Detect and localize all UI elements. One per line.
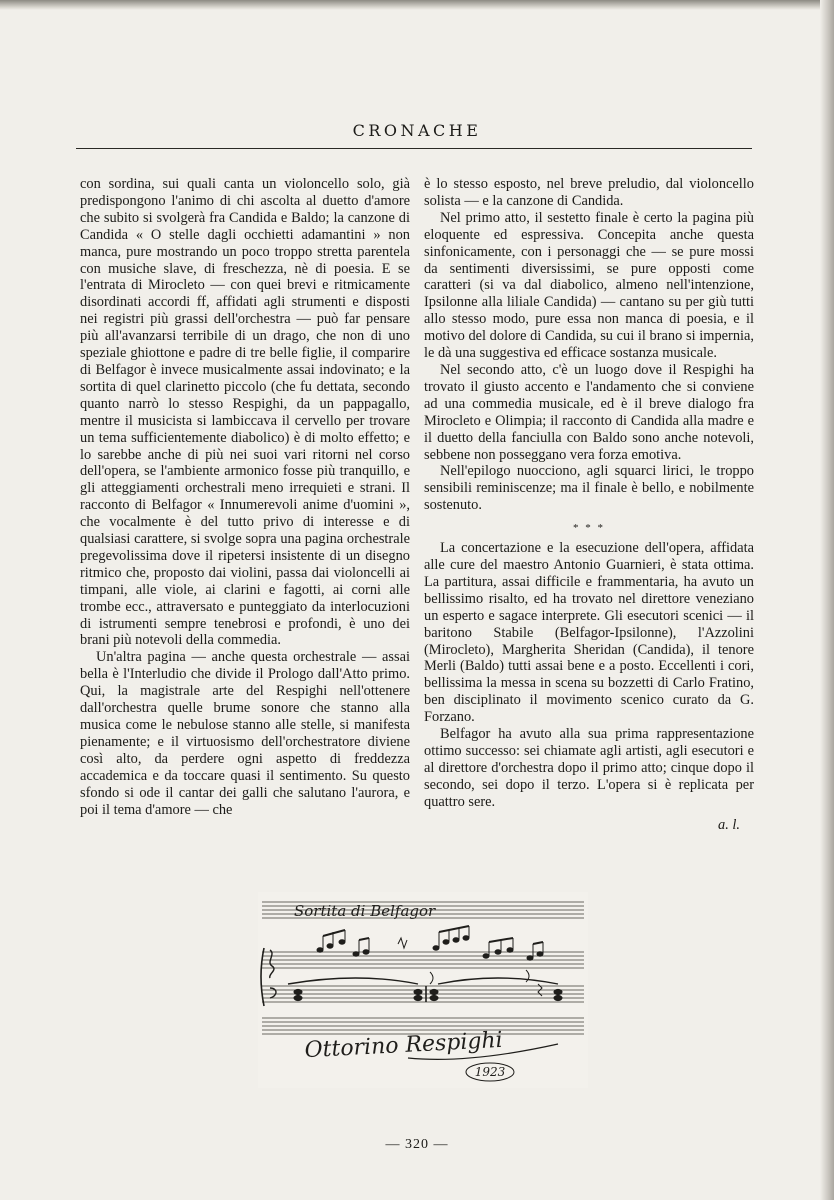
paragraph-right-6: Belfagor ha avuto alla sua prima rappresentazione ottimo successo: sei chiamate agli artisti, agli esecutori e al direttore d'orchestra dopo il primo atto; cinque dopo il secondo, sei dopo il terzo. L'opera si è replicata per quattro sere. xyxy=(424,726,754,810)
left-column xyxy=(80,176,410,818)
manuscript-heading: Sortita di Belfagor xyxy=(294,902,436,920)
paragraph-right-5: La concertazione e la esecuzione dell'opera, affidata alle cure del maestro Antonio Guarnieri, è stata ottima. La partitura, assai difficile e frammentaria, ha avuto un bellissimo risalto, ed ha trovato nel direttore veneziano un esperto e sagace interprete. Gli esecutori scenici — il baritono Stabile (Belfagor-Ipsilonne), l'Azzolini (Mirocleto), Margherita Sheridan (Candida), il tenore Merli (Baldo) tutti assai bene e a posto. Eccellenti i cori, bellissima la messa in scena su bozzetti di Carlo Fratino, ben disciplinato il movimento scenico curato da G. Forzano. xyxy=(424,540,754,726)
autograph-signature: Ottorino Respighi xyxy=(304,1027,504,1064)
page-number: — 320 — xyxy=(385,1137,449,1152)
page-top-edge xyxy=(0,0,834,10)
autograph-year: 1923 xyxy=(474,1065,506,1079)
paragraph-right-3: Nel secondo atto, c'è un luogo dove il Respighi ha trovato il giusto accento e l'andamento che si conviene ad una commedia musicale, ed è il breve dialogo fra Mirocleto e Olimpia; il racconto di Candida alla madre e il duetto della fanciulla con Baldo sono anche notevoli, sebbene non posseggano vera forza emotiva. xyxy=(424,361,754,463)
paragraph-right-4: Nell'epilogo nuocciono, agli squarci lirici, le troppo sensibili reminiscenze; ma il finale è bello, e nobilmente sostenuto. xyxy=(424,463,754,514)
section-break-asterisks: * * * xyxy=(573,522,605,535)
header-rule xyxy=(76,148,752,149)
page-right-edge xyxy=(820,0,834,1200)
paragraph-right-1: è lo stesso esposto, nel breve preludio, dal violoncello solista — e la canzone di Candida. xyxy=(424,176,754,209)
paragraph-left-1: con sordina, sui quali canta un violoncello solo, già predispongono l'animo di chi ascolta al duetto d'amore che subito si svolgerà fra Candida e Baldo; la canzone di Candida « O stelle dagli occhietti adamantini » non manca, pure mostrando un poco troppo stretta parentela con musiche slave, di freschezza, nè di poesia. E se l'entrata di Mirocleto — con quei brevi e ritmicamente disordinati accordi ff, affidati agli strumenti e disposti nei registri più grassi dell'orchestra — può far pensare più all'avanzarsi terribile di un drago, che non di uno speziale ghiottone e padre di tre belle figlie, il comparire di Belfagor è invece musicalmente assai indovinato; e la sortita di quel clarinetto piccolo (che fu dettata, secondo quanto narrò lo stesso Respighi, da un pappagallo, mentre il musicista si lambiccava il cervello per trovare un tema sufficientemente diabolico) è di molto effetto; e lo sarebbe anche di più nei suoi vari ritorni nel corso dell'opera, se l'ambiente armonico fosse più tranquillo, e gli atteggiamenti orchestrali meno irrequieti e strani. Il racconto di Belfagor « Innumerevoli anime d'uomini », che vocalmente è del tutto privo di interesse e di qualsiasi carattere, si svolge sopra una pagina orchestrale pregevolissima dove il ripetersi insistente di un disegno ritmico che, proposto dai violini, passa dai violoncelli ai timpani, alle viole, ai clarini e fagotti, ai corni alle trombe ecc., attraversato e punteggiato da interlocuzioni di istrumenti sempre tenebrosi e profondi, è uno dei brani più notevoli della commedia. xyxy=(80,176,410,649)
running-header: CRONACHE xyxy=(352,121,482,140)
manuscript-score-image xyxy=(258,892,588,1088)
author-initials: a. l. xyxy=(718,816,740,833)
right-column xyxy=(424,176,754,834)
paragraph-right-2: Nel primo atto, il sestetto finale è certo la pagina più eloquente ed espressiva. Concepita anche questa sinfonicamente, con i personaggi che — se pure mossi da sentimenti diversissimi, se pure opposti come caratteri (si va dal diabolico, almeno nell'intenzione, Ipsilonne alla liliale Candida) — cantano su per giù tutti allo stesso modo, pure essa non manca di poesia, e il motivo del dolore di Candida, su cui il brano si impernia, le dà una suggestiva ed efficace sostanza musicale. xyxy=(424,209,754,362)
paragraph-left-2: Un'altra pagina — anche questa orchestrale — assai bella è l'Interludio che divide il Prologo dall'Atto primo. Qui, la magistrale arte del Respighi nell'ottenere dall'orchestra quelle brume sonore che stanno alla musica come le nebulose stanno alle stelle, si manifesta pienamente; e il virtuosismo dell'orchestratore diviene così alto, da perdere ogni aspetto di freddezza accademica e da toccare quasi il sentimento. Su questo sfondo si ode il cantar dei galli che salutano l'aurora, e poi il tema d'amore — che xyxy=(80,649,410,818)
